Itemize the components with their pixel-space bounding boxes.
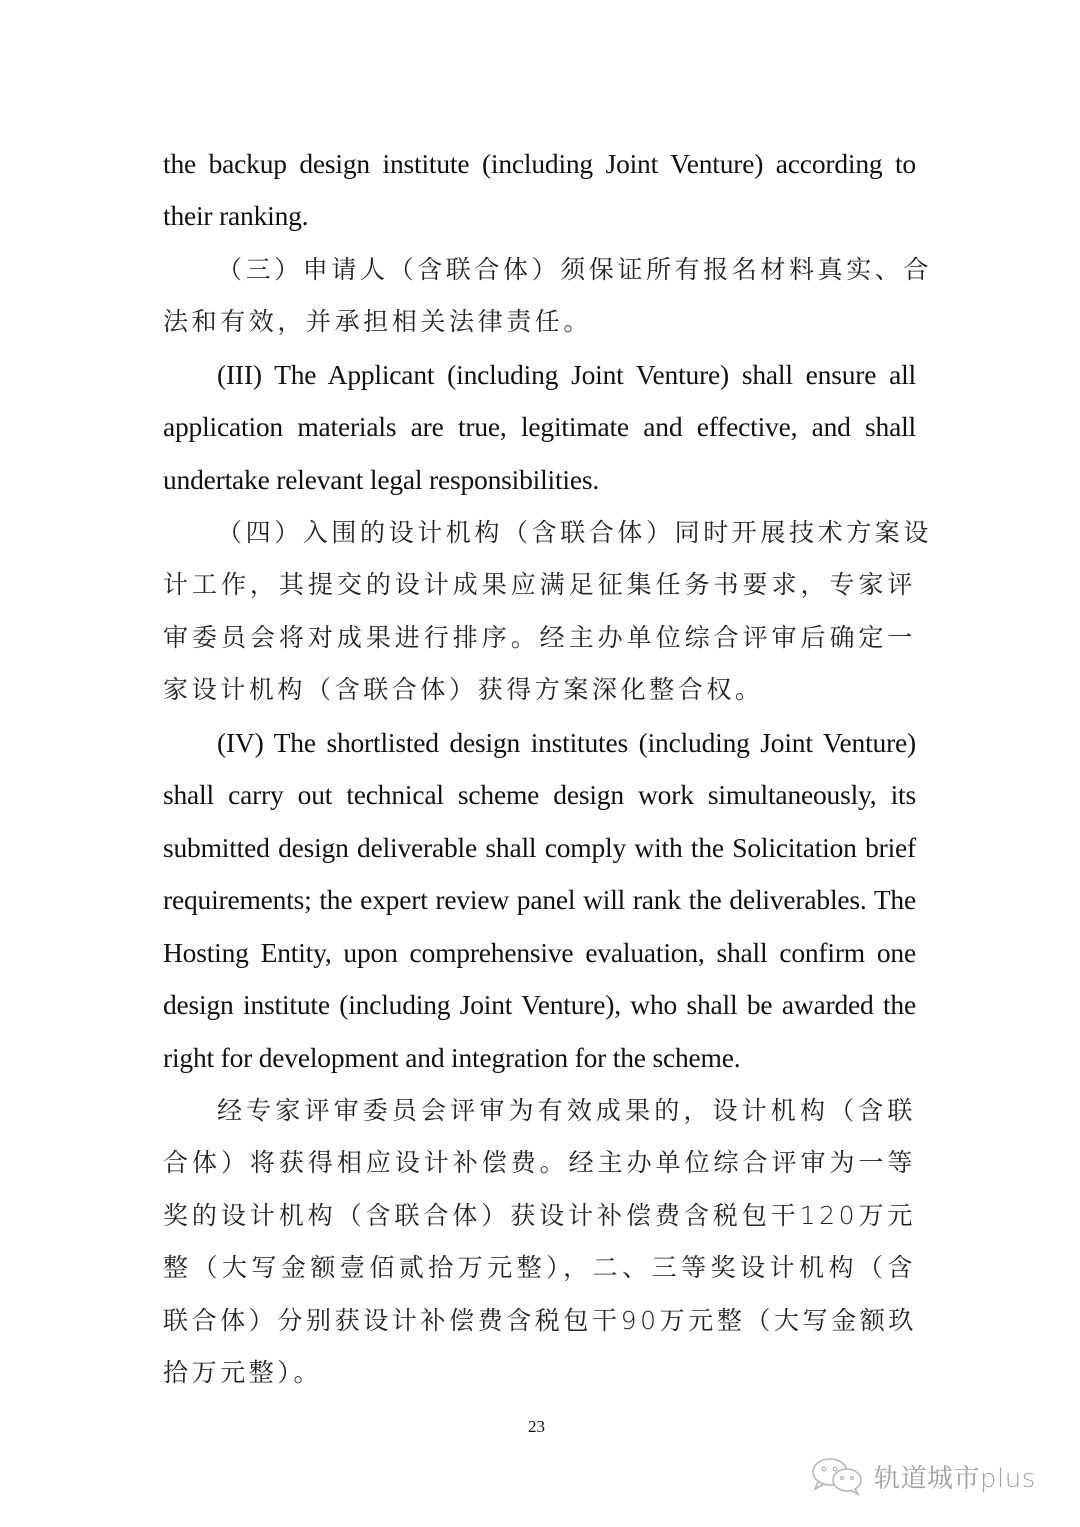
text-line: 合体）将获得相应设计补偿费。经主办单位综合评审为一等 xyxy=(163,1148,916,1177)
text-line: 联合体）分别获设计补偿费含税包干90万元整（大写金额玖 xyxy=(163,1306,918,1335)
text-line: (IV) The shortlisted design institutes (including Joint Venture) xyxy=(217,727,916,758)
text-line: （四）入围的设计机构（含联合体）同时开展技术方案设 xyxy=(217,518,933,547)
text-line: 奖的设计机构（含联合体）获设计补偿费含税包干120万元 xyxy=(163,1201,916,1230)
text-line: 法和有效，并承担相关法律责任。 xyxy=(163,307,593,336)
watermark xyxy=(810,1456,1036,1496)
page-number: 23 xyxy=(528,1417,545,1436)
text-line: 整（大写金额壹佰贰拾万元整），二、三等奖设计机构（含 xyxy=(163,1253,916,1282)
text-line: Hosting Entity, upon comprehensive evaluation, shall confirm one xyxy=(163,937,916,968)
text-line: their ranking. xyxy=(163,200,309,231)
text-line: the backup design institute (including Joint Venture) according to xyxy=(163,148,916,179)
watermark-text: 轨道城市plus xyxy=(874,1463,1036,1494)
text-line: 审委员会将对成果进行排序。经主办单位综合评审后确定一 xyxy=(163,623,916,652)
text-line: 经专家评审委员会评审为有效成果的，设计机构（含联 xyxy=(217,1096,916,1125)
wechat-icon xyxy=(810,1456,868,1496)
text-line: design institute (including Joint Venture), who shall be awarded the xyxy=(163,989,916,1020)
text-line: 家设计机构（含联合体）获得方案深化整合权。 xyxy=(163,675,764,704)
text-line: （三）申请人（含联合体）须保证所有报名材料真实、合 xyxy=(217,255,933,284)
text-line: shall carry out technical scheme design work simultaneously, its xyxy=(163,779,916,810)
text-line: submitted design deliverable shall comply with the Solicitation brief xyxy=(163,832,916,863)
text-line: requirements; the expert review panel will rank the deliverables. The xyxy=(163,884,916,915)
text-line: application materials are true, legitimate and effective, and shall xyxy=(163,411,916,442)
text-line: (III) The Applicant (including Joint Venture) shall ensure all xyxy=(217,359,916,390)
text-line: undertake relevant legal responsibilities. xyxy=(163,464,600,495)
text-line: 拾万元整）。 xyxy=(163,1358,323,1387)
text-line: 计工作，其提交的设计成果应满足征集任务书要求，专家评 xyxy=(163,570,916,599)
text-line: right for development and integration for the scheme. xyxy=(163,1042,741,1073)
